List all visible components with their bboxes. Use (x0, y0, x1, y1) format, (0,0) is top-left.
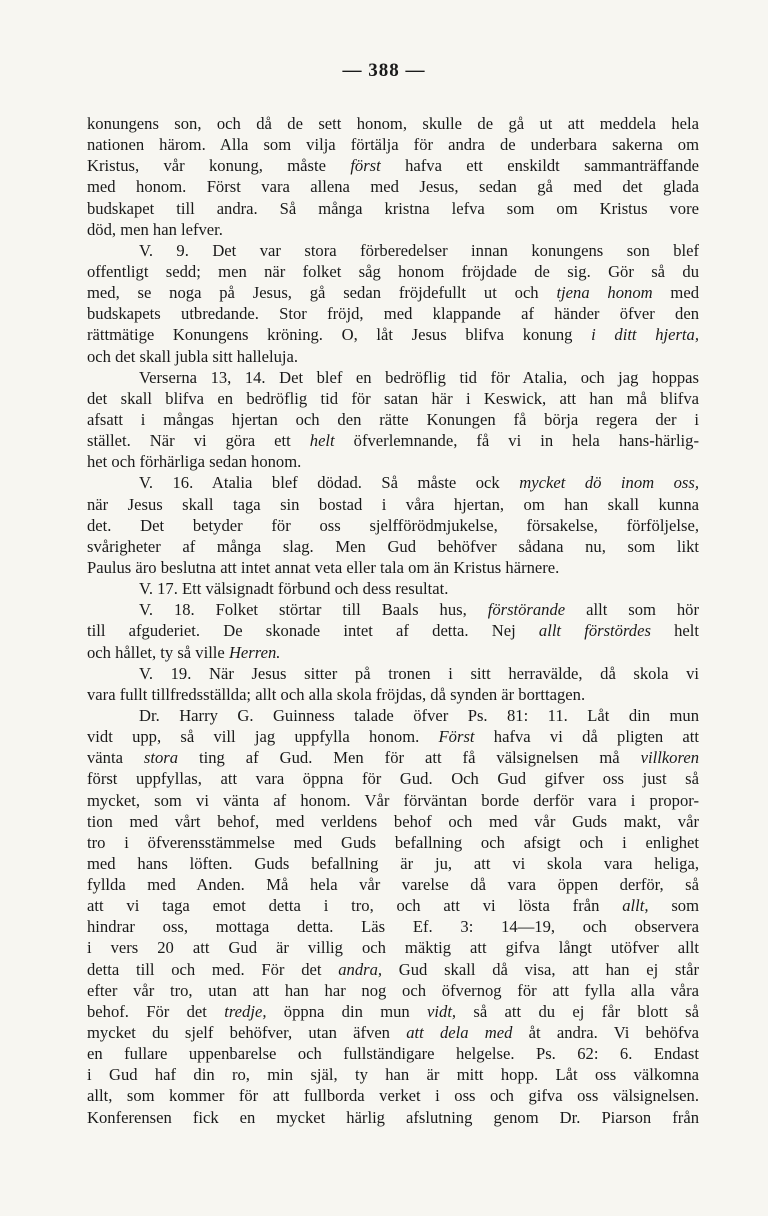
text-line (87, 1107, 699, 1128)
text-line (87, 430, 699, 451)
line-text: nationen härom. Alla som vilja förtälja för andra de underbara sakerna om (87, 135, 699, 155)
text-line (87, 155, 699, 176)
line-text: Kristus, vår konung, måste (87, 156, 351, 176)
text-line (87, 472, 699, 493)
line-text: V. 9. Det var stora förberedelser innan konungens son blef (139, 240, 699, 260)
line-text: afsatt i mångas hjertan och den rätte Konungen få börja regera der i (87, 409, 699, 429)
text-line (87, 261, 699, 282)
emphasis-text: allt, (622, 896, 649, 916)
line-text: Gud skall då visa, att han ej står (382, 959, 699, 979)
line-text: och det skall jubla sitt halleluja. (87, 346, 299, 366)
line-text: öppna din mun (266, 1001, 428, 1021)
line-text: efter vår tro, utan att han har nog och öfvernog för att fylla alla våra (87, 980, 699, 1000)
text-line (87, 451, 699, 472)
text-line (87, 895, 699, 916)
text-line (87, 409, 699, 430)
line-text: Konferensen fick en mycket härlig afslutning genom Dr. Piarson från (87, 1107, 699, 1127)
text-line (87, 811, 699, 832)
line-text: som (648, 896, 699, 916)
line-text: att vi taga emot detta i tro, och att vi lösta från (87, 896, 623, 916)
line-text: när Jesus skall taga sin bostad i våra hjertan, om han skall kunna (87, 494, 699, 514)
line-text: hafva ett enskildt sammanträffande (380, 156, 699, 176)
text-line (87, 536, 699, 557)
text-line (87, 388, 699, 409)
text-line (87, 367, 699, 388)
text-line (87, 832, 699, 853)
text-line (87, 684, 699, 705)
line-text: hafva vi då pligten att (474, 727, 699, 747)
text-line (87, 1001, 699, 1022)
emphasis-text: förstörande (487, 600, 566, 620)
line-text: V. 19. När Jesus sitter på tronen i sitt herravälde, då skola vi (139, 663, 699, 683)
emphasis-text: allt förstördes (538, 621, 651, 641)
text-line (87, 705, 699, 726)
line-text: konungens son, och då de sett honom, skulle de gå ut att meddela hela (87, 114, 699, 133)
text-line (87, 557, 699, 578)
line-text: helt (650, 621, 699, 641)
line-text: Dr. Harry G. Guinness talade öfver Ps. 81: 11. Låt din mun (139, 705, 699, 725)
line-text: stället. När vi göra ett (87, 431, 310, 451)
text-line (87, 620, 699, 641)
line-text: det skall blifva en bedröflig tid för satan här i Keswick, att han må blifva (87, 388, 699, 408)
line-text: med, se noga på Jesus, gå sedan fröjdefullt ut och (87, 283, 557, 303)
emphasis-text: andra, (338, 959, 383, 979)
text-line (87, 240, 699, 261)
line-text: det. Det betyder för oss sjelfförödmjukelse, försakelse, förföljelse, (87, 515, 699, 535)
text-line (87, 494, 699, 515)
line-text: Verserna 13, 14. Det blef en bedröflig tid för Atalia, och jag hoppas (139, 367, 699, 387)
emphasis-text: tredje, (224, 1001, 267, 1021)
line-text: med honom. Först vara allena med Jesus, sedan gå med det glada (87, 177, 699, 197)
text-line (87, 768, 699, 789)
line-text: allt, som kommer för att fullborda verket i oss och gifva oss välsignelsen. (87, 1086, 699, 1106)
line-text: svårigheter af många slag. Men Gud behöfver sådana nu, som likt (87, 536, 699, 556)
line-text: så att du ej får blott så (456, 1001, 699, 1021)
line-text: vidt upp, så vill jag uppfylla honom. (87, 727, 439, 747)
emphasis-text: Först (438, 727, 475, 747)
text-line (87, 726, 699, 747)
text-line (87, 980, 699, 1001)
text-line (87, 663, 699, 684)
text-line (87, 113, 699, 134)
line-text: först uppfyllas, att vara öppna för Gud. Och Gud gifver oss just så (87, 769, 699, 789)
text-line (87, 303, 699, 324)
line-text: en fullare uppenbarelse och fullständigare helgelse. Ps. 62: 6. Endast (87, 1044, 699, 1064)
line-text: het och förhärliga sedan honom. (87, 452, 302, 472)
line-text: tro i öfverensstämmelse med Guds befallning och afsigt och i enlighet (87, 832, 699, 852)
line-text: med hans löften. Guds befallning är ju, att vi skola vara heliga, (87, 853, 699, 873)
line-text: V. 17. Ett välsignadt förbund och dess resultat. (139, 579, 449, 599)
text-line (87, 874, 699, 895)
text-line (87, 578, 699, 599)
line-text: åt andra. Vi behöfva (512, 1023, 699, 1043)
emphasis-text: villkoren (640, 748, 699, 768)
emphasis-text: stora (143, 748, 179, 768)
emphasis-text: i ditt hjerta, (591, 325, 699, 345)
body-text (87, 113, 699, 1128)
text-line (87, 1085, 699, 1106)
line-text: V. 18. Folket störtar till Baals hus, (139, 600, 488, 620)
line-text: tion med vårt behof, med verldens behof och med vår Guds makt, vår (87, 811, 699, 831)
line-text: död, men han lefver. (87, 219, 223, 239)
line-text: allt som hör (565, 600, 699, 620)
text-line (87, 790, 699, 811)
line-text: öfverlemnande, få vi in hela hans-härlig- (334, 431, 699, 451)
emphasis-text: helt (309, 431, 335, 451)
text-line (87, 959, 699, 980)
line-text: hindrar oss, mottaga detta. Läs Ef. 3: 14—19, och observera (87, 917, 699, 937)
line-text: till afguderiet. De skonade intet af detta. Nej (87, 621, 539, 641)
line-text: mycket du sjelf behöfver, utan äfven (87, 1023, 407, 1043)
text-line (87, 937, 699, 958)
line-text: Paulus äro beslutna att intet annat veta eller tala om än Kristus härnere. (87, 557, 560, 577)
line-text: vara fullt tillfredsställda; allt och alla skola fröjdas, då synden är borttagen. (87, 684, 586, 704)
text-line (87, 1022, 699, 1043)
text-line (87, 515, 699, 536)
emphasis-text: först (350, 156, 381, 176)
text-line (87, 176, 699, 197)
text-line (87, 599, 699, 620)
text-line (87, 282, 699, 303)
line-text: ting af Gud. Men för att få välsignelsen må (178, 748, 641, 768)
line-text: budskapet till andra. Så många kristna lefva som om Kristus vore (87, 198, 699, 218)
emphasis-text: vidt, (427, 1001, 457, 1021)
line-text: mycket, som vi vänta af honom. Vår förväntan borde derför vara i propor- (87, 790, 699, 810)
text-line (87, 642, 699, 663)
line-text: i vers 20 att Gud är villig och mäktig att gifva långt utöfver allt (87, 938, 699, 958)
text-line (87, 219, 699, 240)
line-text: vänta (87, 748, 144, 768)
text-line (87, 853, 699, 874)
emphasis-text: tjena honom (556, 283, 653, 303)
line-text: i Gud haf din ro, min själ, ty han är mitt hopp. Låt oss välkomna (87, 1065, 699, 1085)
emphasis-text: att dela med (406, 1023, 513, 1043)
text-line (87, 346, 699, 367)
line-text: fyllda med Anden. Må hela vår varelse då vara öppen derför, så (87, 875, 699, 895)
line-text: och hållet, ty så ville (87, 642, 229, 662)
line-text: V. 16. Atalia blef dödad. Så måste ock (139, 473, 520, 493)
line-text: behof. För det (87, 1001, 225, 1021)
text-line (87, 198, 699, 219)
text-line (87, 747, 699, 768)
line-text: rättmätige Konungens kröning. O, låt Jesus blifva konung (87, 325, 592, 345)
emphasis-text: mycket dö inom oss, (519, 473, 699, 493)
text-line (87, 1064, 699, 1085)
text-line (87, 916, 699, 937)
emphasis-text: Herren. (228, 642, 281, 662)
text-line (87, 324, 699, 345)
line-text: budskapets utbredande. Stor fröjd, med klappande af händer öfver den (87, 304, 699, 324)
text-line (87, 1043, 699, 1064)
page-number: — 388 — (342, 60, 426, 81)
line-text: med (652, 283, 699, 303)
line-text: detta till och med. För det (87, 959, 339, 979)
line-text: offentligt sedd; men när folket såg honom fröjdade de sig. Gör så du (87, 261, 699, 281)
text-line (87, 134, 699, 155)
